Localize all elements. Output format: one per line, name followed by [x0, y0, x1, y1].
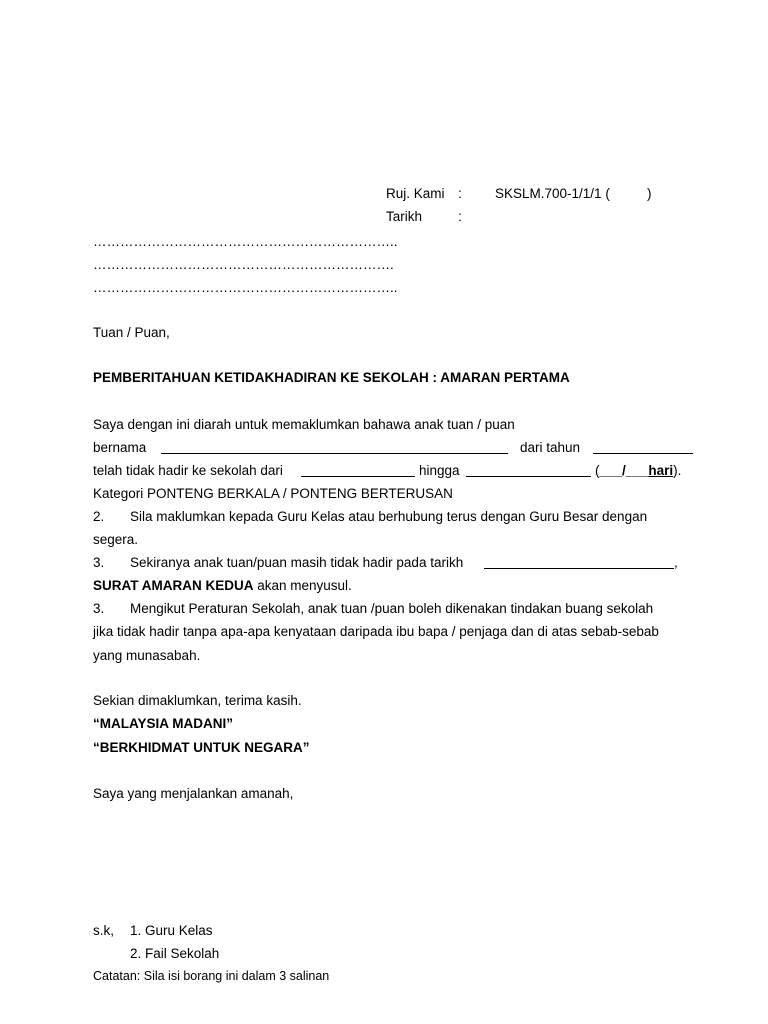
dari-tahun-label: dari tahun: [520, 440, 581, 455]
telah-text: telah tidak hadir ke sekolah dari: [93, 463, 283, 478]
item-3a-number: 3.: [93, 555, 105, 570]
tarikh-blank[interactable]: [484, 556, 674, 569]
bernama-label: bernama: [93, 440, 147, 455]
address-line-3: …………………………………………………………..: [93, 280, 398, 295]
ruj-label: Ruj. Kami: [386, 186, 445, 201]
address-line-1: …………………………………………………………..: [93, 234, 398, 249]
motto-berkhidmat: “BERKHIDMAT UNTUK NEGARA”: [93, 740, 310, 755]
sekian-text: Sekian dimaklumkan, terima kasih.: [93, 693, 302, 708]
year-blank[interactable]: [593, 441, 693, 454]
tarikh-label: Tarikh: [386, 209, 423, 224]
surat-kedua-line: [93, 578, 352, 593]
subject-heading: PEMBERITAHUAN KETIDAKHADIRAN KE SEKOLAH : AMARAN PERTAMA: [93, 370, 570, 385]
days-group: [595, 463, 681, 478]
slash: /: [622, 463, 626, 478]
sk-item-2: 2. Fail Sekolah: [130, 946, 220, 961]
hingga-label: hingga: [419, 463, 460, 478]
salutation: Tuan / Puan,: [93, 325, 170, 340]
open-paren: (: [595, 463, 600, 478]
ruj-colon: :: [458, 186, 462, 201]
close-paren: ).: [673, 463, 682, 478]
item-3b-continued-2: yang munasabah.: [93, 648, 201, 663]
catatan-note: Catatan: Sila isi borang ini dalam 3 salinan: [93, 969, 330, 983]
date-from-blank[interactable]: [301, 464, 415, 477]
item-3b-text: Mengikut Peraturan Sekolah, anak tuan /puan boleh dikenakan tindakan buang sekolah: [130, 601, 654, 616]
hari-label: hari: [648, 463, 674, 478]
ruj-value: SKSLM.700-1/1/1 (: [495, 186, 610, 201]
surat-amaran-kedua: SURAT AMARAN KEDUA: [93, 578, 254, 593]
item-2-continued: segera.: [93, 532, 139, 547]
intro-text: Saya dengan ini diarah untuk memaklumkan bahawa anak tuan / puan: [93, 417, 515, 432]
kategori-text: Kategori PONTENG BERKALA / PONTENG BERTERUSAN: [93, 486, 453, 501]
address-line-2: ………………………………………………………….: [93, 257, 394, 272]
item-2-number: 2.: [93, 509, 105, 524]
item-3a-text: Sekiranya anak tuan/puan masih tidak hadir pada tarikh: [130, 555, 464, 570]
name-blank[interactable]: [161, 441, 508, 454]
sk-item-1: 1. Guru Kelas: [130, 923, 213, 938]
days-blank-1[interactable]: ___: [599, 463, 623, 478]
motto-malaysia-madani: “MALAYSIA MADANI”: [93, 716, 234, 731]
ruj-close: ): [647, 186, 652, 201]
item-3a-comma: ,: [674, 555, 678, 570]
item-2-text: Sila maklumkan kepada Guru Kelas atau berhubung terus dengan Guru Besar dengan: [130, 509, 648, 524]
days-blank-2[interactable]: ___: [625, 463, 649, 478]
item-3b-number: 3.: [93, 601, 105, 616]
tarikh-colon: :: [458, 209, 462, 224]
date-to-blank[interactable]: [466, 464, 591, 477]
item-3b-continued-1: jika tidak hadir tanpa apa-apa kenyataan daripada ibu bapa / penjaga dan di atas sebab-sebab: [93, 624, 659, 639]
amanah-text: Saya yang menjalankan amanah,: [93, 786, 294, 801]
akan-menyusul: akan menyusul.: [253, 578, 352, 593]
sk-label: s.k,: [93, 923, 115, 938]
